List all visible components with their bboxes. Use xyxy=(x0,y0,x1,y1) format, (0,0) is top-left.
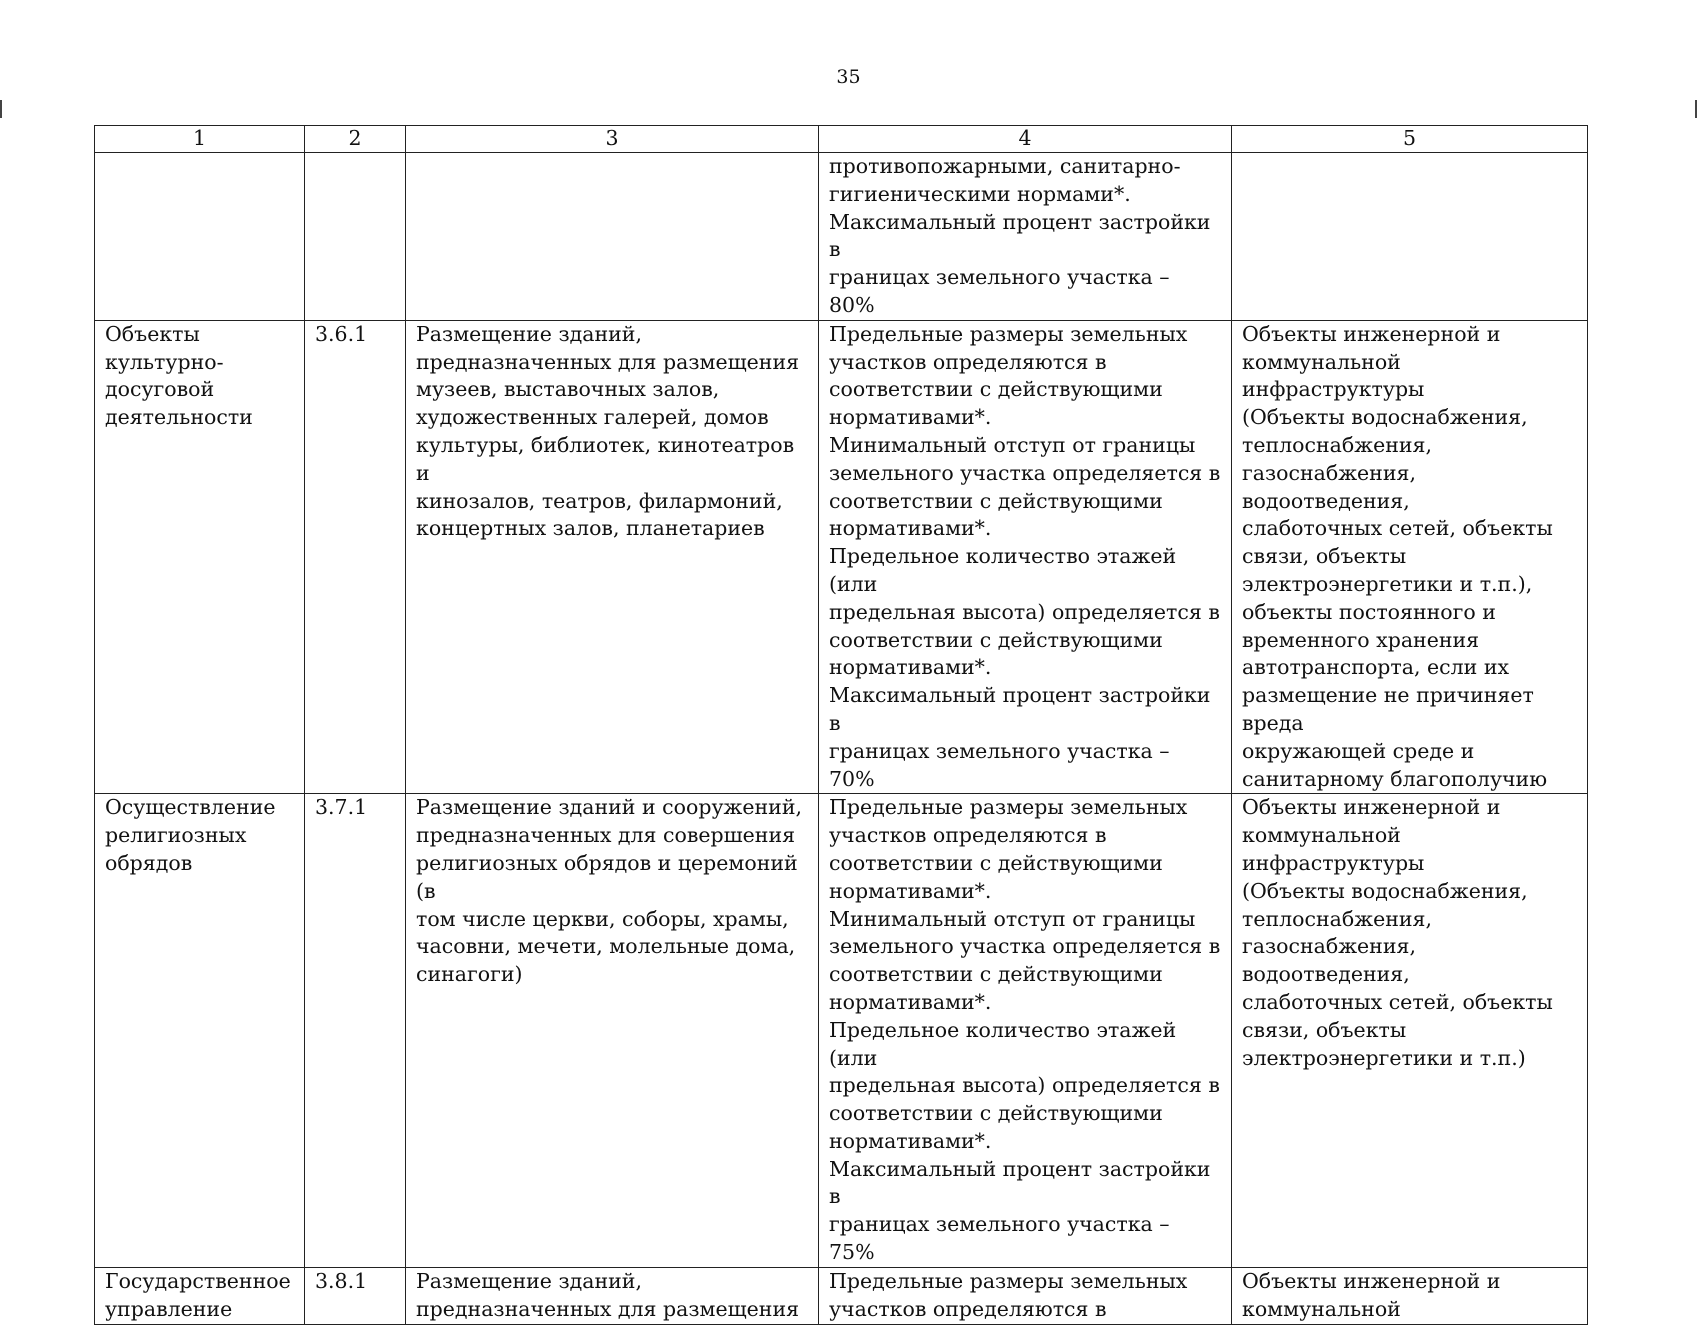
cell-parameters: Предельные размеры земельных участков определяются в соответствии с действующими нормативами*. Минимальный отступ от границы земельного участка определяется в соответствии с действующими нормативами*. Предельное количество этажей (или предельная высота) определяется в соответствии с действующими нормативами*. Максимальный процент застройки в границах земельного участка – 70% xyxy=(819,320,1232,794)
cell-name: Объекты культурно- досуговой деятельности xyxy=(95,320,305,794)
table-row xyxy=(95,1267,1588,1324)
cell-name: Осуществление религиозных обрядов xyxy=(95,794,305,1268)
cell-code: 3.8.1 xyxy=(305,1267,406,1324)
cell-name: Государственное управление xyxy=(95,1267,305,1324)
land-use-table xyxy=(94,125,1588,1325)
table-header-row xyxy=(95,126,1588,153)
page-number: 35 xyxy=(836,66,861,88)
table-row xyxy=(95,320,1588,794)
cell-description: Размещение зданий и сооружений, предназначенных для совершения религиозных обрядов и церемоний (в том числе церкви, соборы, храмы, часовни, мечети, молельные дома, синагоги) xyxy=(406,794,819,1268)
column-header-5: 5 xyxy=(1232,126,1588,153)
cell-description: Размещение зданий, предназначенных для размещения музеев, выставочных залов, художественных галерей, домов культуры, библиотек, кинотеатров и кинозалов, театров, филармоний, концертных залов, планетариев xyxy=(406,320,819,794)
column-header-1: 1 xyxy=(95,126,305,153)
column-header-3: 3 xyxy=(406,126,819,153)
scan-edge-mark-left xyxy=(0,100,2,118)
column-header-4: 4 xyxy=(819,126,1232,153)
cell-parameters: Предельные размеры земельных участков определяются в xyxy=(819,1267,1232,1324)
cell-description: Размещение зданий, предназначенных для размещения xyxy=(406,1267,819,1324)
cell-auxiliary: Объекты инженерной и коммунальной инфраструктуры (Объекты водоснабжения, теплоснабжения, газоснабжения, водоотведения, слаботочных сетей, объекты связи, объекты электроэнергетики и т.п.) xyxy=(1232,794,1588,1268)
cell-auxiliary: Объекты инженерной и коммунальной xyxy=(1232,1267,1588,1324)
cell-description xyxy=(406,153,819,321)
cell-parameters: противопожарными, санитарно- гигиеническими нормами*. Максимальный процент застройки в границах земельного участка – 80% xyxy=(819,153,1232,321)
table-row xyxy=(95,153,1588,321)
cell-name xyxy=(95,153,305,321)
cell-auxiliary: Объекты инженерной и коммунальной инфраструктуры (Объекты водоснабжения, теплоснабжения, газоснабжения, водоотведения, слаботочных сетей, объекты связи, объекты электроэнергетики и т.п.), объекты постоянного и временного хранения автотранспорта, если их размещение не причиняет вреда окружающей среде и санитарному благополучию xyxy=(1232,320,1588,794)
cell-parameters: Предельные размеры земельных участков определяются в соответствии с действующими нормативами*. Минимальный отступ от границы земельного участка определяется в соответствии с действующими нормативами*. Предельное количество этажей (или предельная высота) определяется в соответствии с действующими нормативами*. Максимальный процент застройки в границах земельного участка – 75% xyxy=(819,794,1232,1268)
cell-code xyxy=(305,153,406,321)
cell-code: 3.7.1 xyxy=(305,794,406,1268)
cell-auxiliary xyxy=(1232,153,1588,321)
cell-code: 3.6.1 xyxy=(305,320,406,794)
table-row xyxy=(95,794,1588,1268)
column-header-2: 2 xyxy=(305,126,406,153)
